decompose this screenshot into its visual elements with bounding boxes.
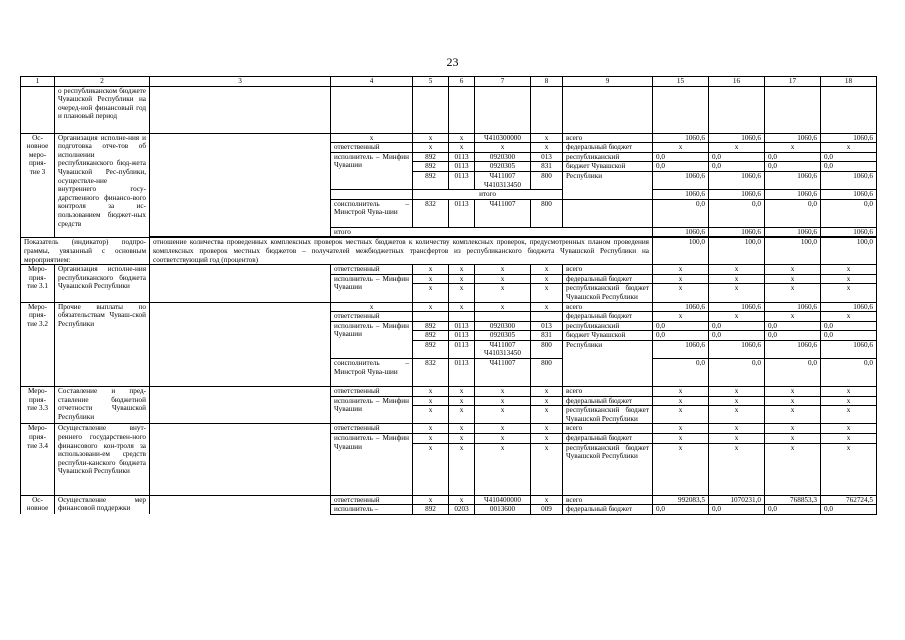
table-row [21,302,877,312]
cell: всего [563,302,653,312]
cell: х [531,495,563,505]
cell: 100,0 [765,238,821,265]
cell: 992083,5 [653,495,709,505]
cell: 0,0 [709,152,765,162]
cell: федеральный бюджет [563,143,653,153]
cell: х [653,284,709,302]
cell: х [413,406,449,424]
cell: х [531,406,563,424]
cell: 100,0 [653,238,709,265]
cell: 0113 [449,359,475,387]
cell: 0,0 [765,321,821,331]
cell: х [765,406,821,424]
cell: 0113 [449,340,475,358]
cell: х [709,443,765,495]
cell: 1060,6 [765,302,821,312]
cell: исполнитель – [331,505,413,515]
cell: исполнитель – Минфин Чувашии [331,434,413,496]
cell: ответственный [331,387,413,397]
cell: 892 [413,152,449,162]
cell: х [449,387,475,397]
cell: х [531,396,563,406]
cell: х [709,396,765,406]
table-row [21,387,877,397]
cell: х [709,434,765,444]
cell: х [531,274,563,284]
cell: 1060,6 [821,133,877,143]
cell: 0,0 [765,505,821,515]
cell: республиканский бюджет Чувашской Республики [563,406,653,424]
cell: 1060,6 [765,133,821,143]
cell: х [449,424,475,434]
cell: 1060,6 [653,133,709,143]
cell: 1070231,0 [709,495,765,505]
cell: 0,0 [821,359,877,387]
cell: х [653,143,709,153]
cell: х [709,143,765,153]
cell: х [709,274,765,284]
cell: 892 [413,340,449,358]
cell: республиканский бюджет Чувашской Республики [563,284,653,302]
cell: 1060,6 [709,340,765,358]
cell: 1060,6 [765,190,821,200]
cell: 0113 [449,162,475,172]
cell: Ч410300000 [475,133,531,143]
col-header: 4 [331,77,413,87]
cell: х [449,284,475,302]
cell: х [413,424,449,434]
cell: всего [563,424,653,434]
cell: х [475,406,531,424]
cell: 892 [413,171,449,189]
cell: х [531,265,563,275]
cell: х [653,424,709,434]
cell: х [765,312,821,322]
cell: 0,0 [765,359,821,387]
cell: х [531,133,563,143]
cell: 1060,6 [709,227,765,237]
cell: х [821,396,877,406]
cell: х [653,312,709,322]
activity-label: Ос-новное меро-прия-тие 3 [21,133,55,238]
cell: х [413,387,449,397]
continuation-row [21,86,877,133]
cell: х [709,406,765,424]
cell: 762724,5 [821,495,877,505]
cell: 0,0 [653,152,709,162]
cell: 013 [531,152,563,162]
cell: 1060,6 [653,340,709,358]
cell: федеральный бюджет [563,434,653,444]
activity-name: Осуществление мер финансовой поддержки [55,495,150,514]
cell: х [653,265,709,275]
activity-name: Организация исполне-ния и подготовка отче-тов об исполнении республиканского бюд-жета Чувашской Рес-публики, осуществле-ние внутреннего госу-дарственного финансо-вого контроля за ис-пользованием бюджет-ных средств [55,133,150,238]
cell: х [709,387,765,397]
cell: х [821,434,877,444]
indicator-row [21,238,877,265]
cell: х [449,443,475,495]
cell: х [413,265,449,275]
cell: 0013600 [475,505,531,515]
cell: федеральный бюджет [563,312,653,322]
cell: х [413,434,449,444]
cell: 892 [413,321,449,331]
cell: х [709,284,765,302]
cell: х [531,387,563,397]
continuation-text: о республиканском бюджете Чувашской Республики на очеред-ной финансовый год и плановый период [55,86,150,133]
cell: х [821,274,877,284]
indicator-text: отношение количества проведенных комплексных проверок местных бюджетов к количеству комплексных проверок, предусмотренных планом проведения комплексных проверок местных бюджетов – получателей межбюджетных трансфертов из республиканского бюджета Чувашской Республики на соответствующий год (процентов) [150,238,653,265]
cell: х [449,143,475,153]
cell: х [475,387,531,397]
cell: х [331,302,413,312]
cell: 0,0 [765,152,821,162]
cell: Ч411007 Ч410313450 [475,171,531,189]
cell: 0,0 [765,199,821,227]
cell: х [475,396,531,406]
cell: х [765,143,821,153]
cell: 100,0 [821,238,877,265]
cell: х [449,302,475,312]
cell: 892 [413,505,449,515]
cell: х [449,274,475,284]
cell: 0,0 [709,199,765,227]
cell: федеральный бюджет [563,505,653,515]
cell: 0,0 [653,359,709,387]
cell: х [449,434,475,444]
cell: 0,0 [821,162,877,172]
cell: 0,0 [709,331,765,341]
activity-label: Меро-прия-тие 3.3 [21,387,55,424]
cell: 0920305 [475,331,531,341]
cell: 009 [531,505,563,515]
cell: х [413,302,449,312]
cell: х [821,284,877,302]
activity-label: Меро-прия-тие 3.1 [21,265,55,302]
col-header: 9 [563,77,653,87]
cell: бюджет Чувашской [563,331,653,341]
cell: х [653,396,709,406]
cell: 1060,6 [709,171,765,189]
cell: 1060,6 [653,171,709,189]
cell: соисполнитель – Минстрой Чува-шии [331,199,413,227]
cell: х [449,265,475,275]
cell: исполнитель – Минфин Чувашии [331,396,413,424]
cell: х [475,274,531,284]
cell: 0920300 [475,321,531,331]
col-header: 1 [21,77,55,87]
cell: 0920305 [475,162,531,172]
page-number: 23 [446,55,459,69]
cell: 1060,6 [709,190,765,200]
cell: х [475,284,531,302]
cell: исполнитель – Минфин Чувашии [331,321,413,358]
cell: Республики [563,171,653,199]
cell: 831 [531,162,563,172]
cell: 013 [531,321,563,331]
cell: х [449,396,475,406]
activity-label: Меро-прия-тие 3.4 [21,424,55,495]
cell: Ч411007 [475,199,531,227]
indicator-label: Показатель (индикатор) подпро-граммы, увязанный с основным мероприятием: [21,238,150,265]
cell: х [531,424,563,434]
cell: 892 [413,331,449,341]
col-header: 2 [55,77,150,87]
cell: х [331,133,413,143]
cell: итого [331,227,653,237]
cell: 0,0 [653,505,709,515]
col-header: 3 [150,77,331,87]
cell: 800 [531,171,563,189]
cell: 800 [531,340,563,358]
cell: х [821,265,877,275]
cell: х [413,443,449,495]
cell: итого [413,190,563,200]
cell: х [821,424,877,434]
cell: ответственный [331,424,413,434]
cell: Ч411007 Ч410313450 [475,340,531,358]
cell: х [821,143,877,153]
cell: соисполнитель – Минстрой Чува-шии [331,359,413,387]
col-header: 5 [413,77,449,87]
cell: х [531,284,563,302]
cell: 0203 [449,505,475,515]
cell: х [653,443,709,495]
cell: х [475,434,531,444]
cell: х [653,387,709,397]
cell: 0,0 [653,162,709,172]
activity-label: Меро-прия-тие 3.2 [21,302,55,387]
cell: х [821,406,877,424]
cell: 100,0 [709,238,765,265]
cell: республиканский [563,321,653,331]
cell: х [821,443,877,495]
cell: х [449,406,475,424]
col-header: 17 [765,77,821,87]
cell: 0920300 [475,152,531,162]
cell: всего [563,265,653,275]
cell: х [475,424,531,434]
cell: федеральный бюджет [563,396,653,406]
col-header: 8 [531,77,563,87]
cell: х [413,274,449,284]
cell: 1060,6 [653,190,709,200]
cell: х [653,274,709,284]
cell: х [413,284,449,302]
cell: х [413,143,449,153]
cell: х [765,424,821,434]
table-row [21,265,877,275]
cell: Ч410400000 [475,495,531,505]
cell: 800 [531,359,563,387]
cell: х [413,396,449,406]
cell: Республики [563,340,653,386]
header-row [21,77,877,87]
table-row [21,495,877,505]
cell: х [531,443,563,495]
cell: 0,0 [765,162,821,172]
cell: 0,0 [709,505,765,515]
cell: 1060,6 [765,171,821,189]
cell: 1060,6 [821,227,877,237]
cell: 0,0 [653,321,709,331]
cell: х [653,406,709,424]
cell: всего [563,495,653,505]
cell: исполнитель – Минфин Чувашии [331,152,413,189]
cell: 768853,3 [765,495,821,505]
cell: х [475,302,531,312]
cell: 1060,6 [821,302,877,312]
cell: х [821,312,877,322]
cell: исполнитель – Минфин Чувашии [331,274,413,302]
activity-name: Осуществление внут-реннего государствен-ного финансового кон-троля за использовани-ем средств республи-канского бюджета Чувашской Республики [55,424,150,495]
cell: х [653,434,709,444]
cell: ответственный [331,495,413,505]
activity-name: Прочие выплаты по обязательствам Чуваш-ской Республики [55,302,150,387]
cell: 892 [413,162,449,172]
cell: ответственный [331,312,413,322]
col-header: 6 [449,77,475,87]
cell: х [821,387,877,397]
cell: х [765,265,821,275]
cell: 0,0 [821,331,877,341]
cell: х [709,312,765,322]
cell: х [765,396,821,406]
cell: ответственный [331,143,413,153]
cell: 0,0 [821,152,877,162]
cell: 1060,6 [653,227,709,237]
cell: 1060,6 [709,302,765,312]
cell: 0113 [449,199,475,227]
cell: 832 [413,199,449,227]
cell: 832 [413,359,449,387]
cell: 0,0 [821,321,877,331]
cell: 0,0 [709,162,765,172]
cell: бюджет Чувашской [563,162,653,172]
cell: 1060,6 [709,133,765,143]
cell: 0113 [449,152,475,162]
cell: х [531,434,563,444]
cell: х [709,265,765,275]
activity-label: Ос-новное [21,495,55,514]
cell: всего [563,133,653,143]
cell: х [413,133,449,143]
cell: х [449,495,475,505]
cell: федеральный бюджет [563,274,653,284]
cell: х [765,387,821,397]
cell: 1060,6 [821,340,877,358]
cell: х [531,143,563,153]
cell: 1060,6 [821,190,877,200]
cell: 1060,6 [765,227,821,237]
cell: х [475,265,531,275]
cell: х [765,443,821,495]
cell: 1060,6 [653,302,709,312]
cell: х [765,284,821,302]
cell: х [413,495,449,505]
cell: 1060,6 [765,340,821,358]
table-row [21,133,877,143]
activity-name: Составление и пред-ставление бюджетной отчетности Чувашской Республики [55,387,150,424]
cell: 0,0 [821,505,877,515]
cell: 0,0 [709,359,765,387]
cell: 0,0 [709,321,765,331]
cell: х [475,443,531,495]
cell: х [475,143,531,153]
cell: х [765,274,821,284]
cell: 1060,6 [821,171,877,189]
cell: 0113 [449,171,475,189]
cell: х [531,302,563,312]
cell: х [709,424,765,434]
col-header: 7 [475,77,531,87]
table-row [21,424,877,434]
budget-table [20,76,877,515]
activity-name: Организация исполне-ния республиканского бюджета Чувашской Республики [55,265,150,302]
cell: республиканский бюджет Чувашской Республики [563,443,653,495]
cell: всего [563,387,653,397]
col-header: 15 [653,77,709,87]
cell: х [449,133,475,143]
col-header: 16 [709,77,765,87]
cell: 0,0 [653,199,709,227]
cell: х [765,434,821,444]
cell: 831 [531,331,563,341]
cell: 0,0 [765,331,821,341]
cell: 0113 [449,331,475,341]
cell: 800 [531,199,563,227]
cell: 0113 [449,321,475,331]
cell: республиканский [563,152,653,162]
cell: Ч411007 [475,359,531,387]
cell: ответственный [331,265,413,275]
cell: 0,0 [821,199,877,227]
col-header: 18 [821,77,877,87]
cell: 0,0 [653,331,709,341]
